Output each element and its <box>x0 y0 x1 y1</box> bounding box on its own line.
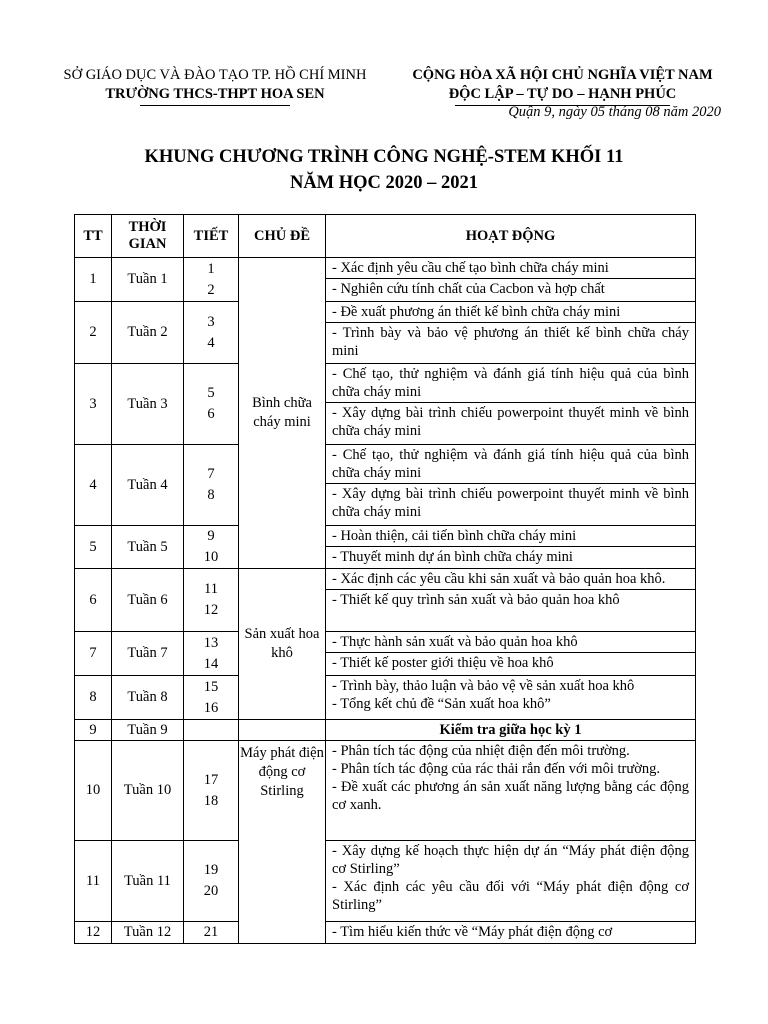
table-row <box>75 676 696 720</box>
header-time-line2: GIAN <box>128 236 167 252</box>
row-week: Tuần 1 <box>112 258 184 302</box>
row-periods <box>184 632 239 676</box>
curriculum-table <box>74 214 696 944</box>
table-row <box>75 302 696 364</box>
header-right <box>390 66 735 106</box>
activity-item: - Tìm hiểu kiến thức về “Máy phát điện động cơ <box>332 924 613 940</box>
row-activities <box>326 569 696 632</box>
activity-item: - Thiết kế poster giới thiệu về hoa khô <box>332 655 554 671</box>
period-number: 3 <box>207 313 215 330</box>
row-activities <box>326 258 696 302</box>
period-number: 19 <box>203 862 219 878</box>
activity-divider <box>326 278 695 279</box>
activity-item: - Xác định các yêu cầu đối với “Máy phát điện động cơ Stirling” <box>332 879 689 913</box>
row-activities <box>326 676 696 720</box>
row-periods <box>184 445 239 526</box>
row-periods <box>184 258 239 302</box>
period-number: 10 <box>203 549 219 565</box>
row-week: Tuần 2 <box>112 302 184 364</box>
activity-divider <box>326 483 695 484</box>
period-number: 17 <box>203 771 219 788</box>
row-periods <box>184 364 239 445</box>
row-week: Tuần 9 <box>112 720 184 741</box>
activity-divider <box>326 546 695 547</box>
period-number: 21 <box>184 922 239 944</box>
activity-item: - Xác định yêu cầu chế tạo bình chữa cháy mini <box>332 260 609 276</box>
period-number: 15 <box>203 678 219 695</box>
period-number: 16 <box>203 699 219 716</box>
topic-cell-dried-flowers: Sản xuất hoa khô <box>239 569 326 720</box>
date-line: Quận 9, ngày 05 tháng 08 năm 2020 <box>508 104 721 120</box>
activity-item: - Chế tạo, thử nghiệm và đánh giá tính hiệu quả của bình chữa cháy mini <box>332 447 689 481</box>
row-tt: 5 <box>75 526 112 569</box>
row-periods <box>184 741 239 841</box>
period-number: 20 <box>203 883 219 899</box>
row-week: Tuần 11 <box>112 841 184 922</box>
activity-item: - Thiết kế quy trình sản xuất và bảo quản hoa khô <box>332 592 620 608</box>
period-number: 9 <box>207 528 215 544</box>
table-row <box>75 569 696 632</box>
row-tt: 3 <box>75 364 112 445</box>
row-week: Tuần 5 <box>112 526 184 569</box>
row-periods <box>184 676 239 720</box>
period-number: 6 <box>207 406 215 422</box>
table-row <box>75 841 696 922</box>
republic-name: CỘNG HÒA XÃ HỘI CHỦ NGHĨA VIỆT NAM <box>412 67 713 83</box>
activity-item: - Phân tích tác động của nhiệt điện đến môi trường. <box>332 743 630 759</box>
activity-divider <box>326 589 695 590</box>
activity-item: - Hoàn thiện, cải tiến bình chữa cháy mini <box>332 528 577 544</box>
national-motto: ĐỘC LẬP – TỰ DO – HẠNH PHÚC <box>448 86 677 102</box>
table-row <box>75 258 696 302</box>
header-activity: HOẠT ĐỘNG <box>326 215 696 258</box>
table-row <box>75 922 696 944</box>
school-underline <box>140 105 290 106</box>
activity-item: - Đề xuất các phương án sản xuất năng lượng bằng các động cơ xanh. <box>332 779 689 813</box>
table-row <box>75 632 696 676</box>
row-activities <box>326 741 696 841</box>
table-row <box>75 526 696 569</box>
period-number: 12 <box>203 602 219 618</box>
table-row <box>75 364 696 445</box>
header-topic: CHỦ ĐỀ <box>239 215 326 258</box>
topic-cell-fire-extinguisher: Bình chữa cháy mini <box>239 258 326 569</box>
header-left <box>50 66 380 106</box>
activity-divider <box>326 402 695 403</box>
header-tiet: TIẾT <box>184 215 239 258</box>
activity-item: - Phân tích tác động của rác thải rắn đến với môi trường. <box>332 761 660 777</box>
row-week: Tuần 6 <box>112 569 184 632</box>
document-title: KHUNG CHƯƠNG TRÌNH CÔNG NGHỆ-STEM KHỐI 11 <box>144 147 624 167</box>
period-number: 13 <box>203 634 219 651</box>
period-number: 8 <box>207 487 215 503</box>
activity-item: - Nghiên cứu tính chất của Cacbon và hợp chất <box>332 281 605 297</box>
period-number: 11 <box>204 581 218 597</box>
table-row <box>75 445 696 526</box>
school-name: TRƯỜNG THCS-THPT HOA SEN <box>105 86 325 102</box>
row-periods <box>184 569 239 632</box>
period-number: 14 <box>203 655 219 672</box>
period-number: 18 <box>203 792 219 809</box>
row-tt: 12 <box>75 922 112 944</box>
row-week: Tuần 12 <box>112 922 184 944</box>
row-activities <box>326 632 696 676</box>
topic-cell-stirling-generator: Máy phát điện động cơ Stirling <box>239 741 326 944</box>
activity-item: - Xây dựng kế hoạch thực hiện dự án “Máy phát điện động cơ Stirling” <box>332 843 689 877</box>
header-tt: TT <box>75 215 112 258</box>
header-time-line1: THỜI <box>128 219 167 235</box>
row-periods <box>184 841 239 922</box>
row-activities <box>326 364 696 445</box>
activity-item: - Đề xuất phương án thiết kế bình chữa cháy mini <box>332 304 621 320</box>
midterm-exam-label: Kiểm tra giữa học kỳ 1 <box>326 720 696 741</box>
row-tt: 7 <box>75 632 112 676</box>
school-year: NĂM HỌC 2020 – 2021 <box>289 173 479 193</box>
row-tt: 10 <box>75 741 112 841</box>
period-number: 2 <box>207 281 215 298</box>
table-row <box>75 741 696 841</box>
row-periods <box>184 526 239 569</box>
row-tt: 2 <box>75 302 112 364</box>
activity-item: - Thuyết minh dự án bình chữa cháy mini <box>332 549 573 565</box>
activity-item: - Xây dựng bài trình chiếu powerpoint thuyết minh về bình chữa cháy mini <box>332 405 689 439</box>
row-tt: 4 <box>75 445 112 526</box>
row-tt: 6 <box>75 569 112 632</box>
row-tt: 9 <box>75 720 112 741</box>
department-name: SỞ GIÁO DỤC VÀ ĐÀO TẠO TP. HỒ CHÍ MINH <box>63 67 367 83</box>
row-tt: 11 <box>75 841 112 922</box>
row-week: Tuần 8 <box>112 676 184 720</box>
activity-item: - Trình bày, thảo luận và bảo vệ về sản xuất hoa khô <box>332 678 635 694</box>
row-week: Tuần 10 <box>112 741 184 841</box>
row-week: Tuần 4 <box>112 445 184 526</box>
row-week: Tuần 7 <box>112 632 184 676</box>
row-week: Tuần 3 <box>112 364 184 445</box>
activity-item: - Tổng kết chủ đề “Sản xuất hoa khô” <box>332 696 551 712</box>
activity-divider <box>326 322 695 323</box>
row-activities <box>326 841 696 922</box>
header-time <box>112 215 184 258</box>
row-activities <box>326 302 696 364</box>
row-topic-empty <box>239 720 326 741</box>
period-number: 4 <box>207 334 215 351</box>
row-tt: 8 <box>75 676 112 720</box>
row-activities <box>326 526 696 569</box>
activity-item: - Xây dựng bài trình chiếu powerpoint thuyết minh về bình chữa cháy mini <box>332 486 689 520</box>
row-activities <box>326 922 696 944</box>
row-periods-empty <box>184 720 239 741</box>
table-header-row <box>75 215 696 258</box>
activity-item: - Xác định các yêu cầu khi sản xuất và bảo quản hoa khô. <box>332 571 666 587</box>
row-periods <box>184 302 239 364</box>
period-number: 5 <box>207 385 215 401</box>
activity-item: - Thực hành sản xuất và bảo quản hoa khô <box>332 634 578 650</box>
row-activities <box>326 445 696 526</box>
activity-divider <box>326 652 695 653</box>
activity-item: - Trình bày và bảo vệ phương án thiết kế bình chữa cháy mini <box>332 325 689 359</box>
row-tt: 1 <box>75 258 112 302</box>
period-number: 1 <box>207 260 215 277</box>
activity-item: - Chế tạo, thử nghiệm và đánh giá tính hiệu quả của bình chữa cháy mini <box>332 366 689 400</box>
table-row-exam <box>75 720 696 741</box>
period-number: 7 <box>207 466 215 482</box>
